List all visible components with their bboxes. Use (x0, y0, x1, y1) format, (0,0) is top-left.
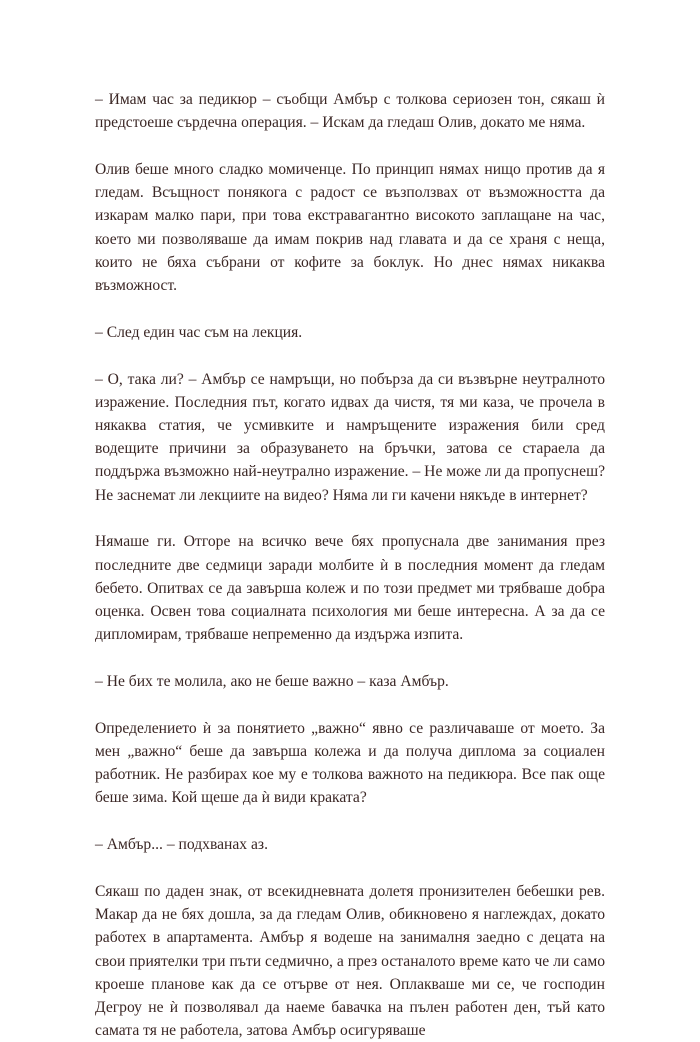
paragraph-8: – Амбър... – подхванах аз. (95, 836, 268, 854)
paragraph-4: – О, така ли? – Амбър се намръщи, но побърза да си възвърне неутралното изражение. Последния път, когато идвах да чистя, тя ми каза, че прочела в някаква статия, че усмивките и намръщените изражения били сред водещите причини за образуването на бръчки, затова се стараела да поддържа възможно най-неутрално изражение. – Не може ли да пропуснеш? Не заснемат ли лекциите на видео? Няма ли ги качени някъде в интернет? (95, 370, 605, 504)
paragraph-5: Нямаше ги. Отгоре на всичко вече бях пропуснала две занимания през последните две седмици заради молбите ѝ в последния момент да гледам бебето. Опитвах се да завърша колеж и по този предмет ми трябваше добра оценка. Освен това социалната психология ми беше интересна. А за да се дипломирам, трябваше непременно да издържа изпита. (95, 533, 605, 644)
paragraph-3: – След един час съм на лекция. (95, 323, 303, 341)
paragraph-2: Олив беше много сладко момиченце. По принцип нямах нищо против да я гледам. Всъщност понякога с радост се възползвах от възможността да изкарам малко пари, при това екстравагантно високото заплащане на час, което ми позволяваше да имам покрив над главата и да се храня с неща, които не бяха събрани от кофите за боклук. Но днес нямах никаква възможност. (95, 161, 605, 295)
paragraph-1: – Имам час за педикюр – съобщи Амбър с толкова сериозен тон, сякаш ѝ предстоеше сърдечна операция. – Искам да гледаш Олив, докато ме няма. (95, 91, 605, 132)
paragraph-9: Сякаш по даден знак, от всекидневната долетя пронизителен бебешки рев. Макар да не бях дошла, за да гледам Олив, обикновено я наглеждах, докато работех в апартамента. Амбър я водеше на занималня заедно с децата на свои приятелки три пъти седмично, а през останалото време като че ли само кроеше планове как да се отърве от нея. Оплакваше ми се, че господин Дегроу не ѝ позволявал да наеме бавачка на пълен работен ден, тъй като самата тя не работела, затова Амбър осигуряваше (95, 883, 605, 1040)
body-text (95, 88, 605, 1042)
paragraph-7: Определението ѝ за понятието „важно“ явно се различаваше от моето. За мен „важно“ беше да завърша колежа и да получа диплома за социален работник. Не разбирах кое му е толкова важното на педикюра. Все пак още беше зима. Кой щеше да ѝ види краката? (95, 719, 605, 807)
paragraph-6: – Не бих те молила, ако не беше важно – каза Амбър. (95, 673, 449, 691)
